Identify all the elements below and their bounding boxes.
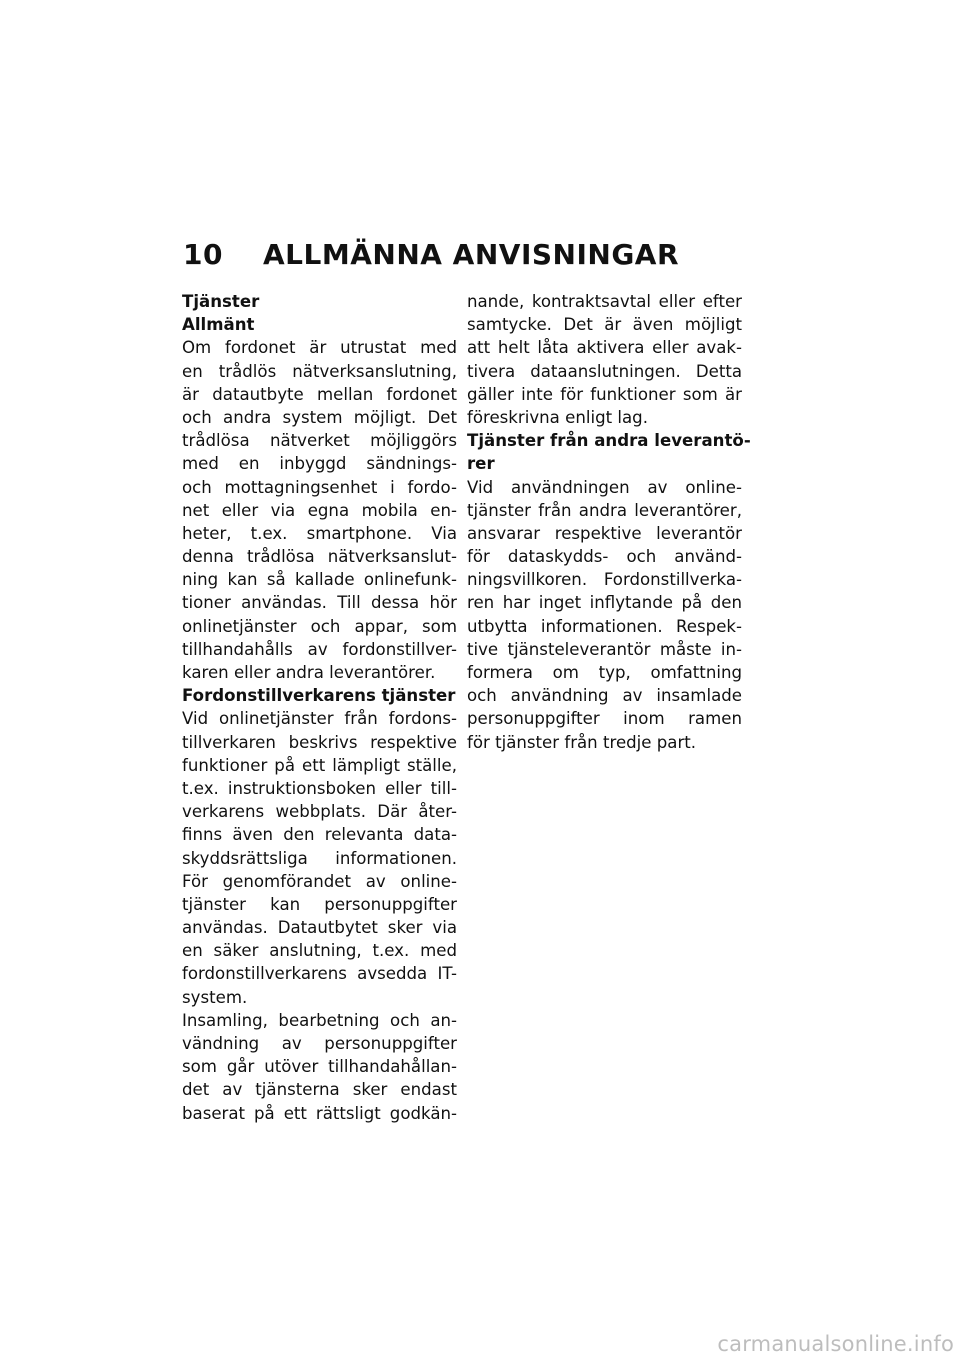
body-text-line: skyddsrättsliga informationen. bbox=[182, 848, 457, 868]
body-text-line: trådlösa nätverket möjliggörs bbox=[182, 431, 457, 451]
body-text-line: tjänster kan personuppgifter bbox=[182, 894, 457, 914]
body-text-line: finns även den relevanta data- bbox=[182, 825, 457, 845]
body-text-line: att helt låta aktivera eller avak- bbox=[467, 338, 742, 358]
body-text-line: fordonstillverkarens avsedda IT- bbox=[182, 964, 457, 984]
body-text-line: vändning av personuppgifter bbox=[182, 1034, 457, 1053]
body-text-line: är datautbyte mellan fordonet bbox=[182, 384, 457, 404]
body-text-line: ning kan så kallade onlinefunk- bbox=[182, 570, 457, 590]
body-text-line: formera om typ, omfattning bbox=[467, 663, 742, 682]
body-text-line: användas. Datautbytet sker via bbox=[182, 918, 457, 938]
body-text-line: baserat på ett rättsligt godkän- bbox=[182, 1103, 457, 1123]
body-text-line: t.ex. instruktionsboken eller till- bbox=[182, 778, 457, 798]
body-text-line: tive tjänsteleverantör måste in- bbox=[467, 639, 742, 659]
body-text-line: tjänster från andra leverantörer, bbox=[467, 500, 742, 520]
body-text-line: verkarens webbplats. Där åter- bbox=[182, 802, 457, 822]
body-text-line: tillhandahålls av fordonstillver- bbox=[182, 639, 457, 659]
body-text-line: och mottagningsenhet i fordo- bbox=[182, 477, 457, 497]
body-text-line: tioner användas. Till dessa hör bbox=[182, 593, 457, 613]
body-text-line: för dataskydds- och använd- bbox=[467, 547, 742, 567]
body-text-line: onlinetjänster och appar, som bbox=[182, 616, 457, 636]
body-text-line: Insamling, bearbetning och an- bbox=[182, 1010, 457, 1030]
body-text-line: föreskrivna enligt lag. bbox=[467, 407, 648, 427]
body-text-line: gäller inte för funktioner som är bbox=[467, 384, 742, 404]
body-text-line: för tjänster från tredje part. bbox=[467, 732, 697, 752]
body-text-line: ansvarar respektive leverantör bbox=[467, 523, 742, 543]
right-column bbox=[467, 290, 751, 754]
body-text-line: ren har inget inflytande på den bbox=[467, 593, 742, 613]
body-text-line: tillverkaren beskrivs respektive bbox=[182, 732, 457, 752]
body-text-line: och andra system möjligt. Det bbox=[182, 407, 457, 427]
body-text-line: ningsvillkoren. Fordonstillverka- bbox=[467, 570, 742, 590]
body-text-line: Om fordonet är utrustat med bbox=[182, 338, 457, 358]
body-text-line: som går utöver tillhandahållan- bbox=[182, 1057, 457, 1077]
body-text-line: funktioner på ett lämpligt ställe, bbox=[182, 755, 457, 775]
section-heading: Tjänster bbox=[182, 292, 260, 311]
body-text-line: en trådlös nätverksanslutning, bbox=[182, 361, 457, 381]
body-text-line: För genomförandet av online- bbox=[182, 871, 457, 891]
body-text-line: det av tjänsterna sker endast bbox=[182, 1080, 457, 1100]
body-text-line: Vid onlinetjänster från fordons- bbox=[182, 709, 457, 729]
chapter-title: ALLMÄNNA ANVISNINGAR bbox=[263, 238, 680, 271]
section-heading: rer bbox=[467, 454, 495, 474]
left-column bbox=[182, 290, 457, 1125]
body-text-line: Vid användningen av online- bbox=[467, 477, 742, 497]
body-text-line: tivera dataanslutningen. Detta bbox=[467, 361, 742, 381]
chapter-header bbox=[183, 238, 783, 278]
body-text-line: och användning av insamlade bbox=[467, 686, 742, 706]
body-text-line: personuppgifter inom ramen bbox=[467, 709, 742, 729]
chapter-number: 10 bbox=[183, 238, 223, 271]
body-text-line: utbytta informationen. Respek- bbox=[467, 616, 742, 636]
body-text-line: net eller via egna mobila en- bbox=[182, 500, 457, 520]
section-heading: Allmänt bbox=[182, 315, 255, 335]
section-heading: Fordonstillverkarens tjänster bbox=[182, 686, 456, 706]
body-text-line: nande, kontraktsavtal eller efter bbox=[467, 292, 742, 311]
body-text-line: denna trådlösa nätverksanslut- bbox=[182, 547, 457, 567]
body-text-line: system. bbox=[182, 987, 248, 1007]
section-heading: Tjänster från andra leverantö- bbox=[467, 431, 751, 451]
body-text-line: en säker anslutning, t.ex. med bbox=[182, 941, 457, 961]
body-text-line: med en inbyggd sändnings- bbox=[182, 454, 457, 474]
body-text-line: karen eller andra leverantörer. bbox=[182, 663, 436, 682]
watermark: carmanualsonline.info bbox=[717, 1332, 954, 1356]
body-text-line: heter, t.ex. smartphone. Via bbox=[182, 523, 457, 543]
body-text-line: samtycke. Det är även möjligt bbox=[467, 315, 742, 335]
